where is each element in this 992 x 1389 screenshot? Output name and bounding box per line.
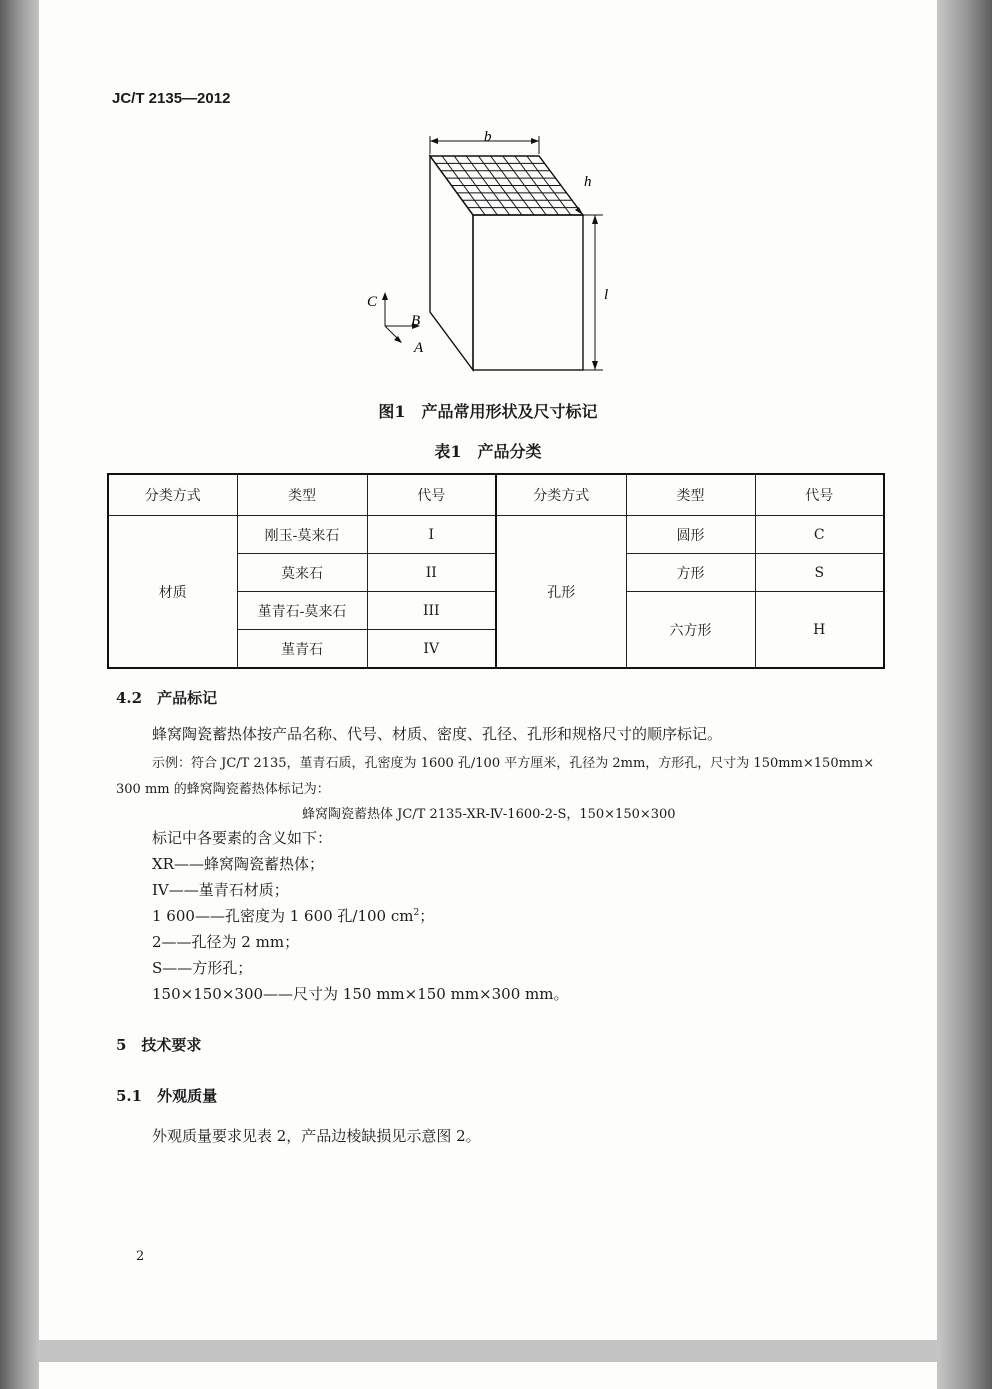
table-cell: II — [367, 554, 496, 592]
table-header: 类型 — [626, 474, 755, 516]
table-header: 类型 — [237, 474, 367, 516]
table-cell: III — [367, 592, 496, 630]
meaning-title: 标记中各要素的含义如下： — [152, 829, 333, 847]
table-cell: IV — [367, 630, 496, 669]
table-cell: I — [367, 516, 496, 554]
dimension-l — [583, 215, 603, 370]
table-cell: 堇青石 — [237, 630, 367, 669]
label-h: h — [584, 174, 592, 190]
table-caption: 表1 产品分类 — [434, 442, 542, 461]
label-l: l — [604, 287, 609, 303]
marking-intro: 蜂窝陶瓷蓄热体按产品名称、代号、材质、密度、孔径、孔形和规格尺寸的顺序标记。 — [152, 725, 723, 743]
meaning-size: 150×150×300——尺寸为 150 mm×150 mm×300 mm。 — [152, 985, 569, 1003]
page-number: 2 — [136, 1249, 145, 1264]
table-cell: C — [755, 516, 884, 554]
appearance-text: 外观质量要求见表 2，产品边棱缺损见示意图 2。 — [152, 1127, 481, 1145]
table-row — [108, 516, 884, 554]
section-4-2-heading: 4.2 产品标记 — [116, 689, 218, 707]
label-c: C — [367, 294, 378, 310]
meaning-iv: IV——堇青石材质； — [152, 881, 289, 899]
next-page-edge — [39, 1362, 937, 1389]
table-header: 分类方式 — [496, 474, 626, 516]
table-cell: 莫来石 — [237, 554, 367, 592]
classification-table — [107, 473, 885, 669]
section-5-heading: 5 技术要求 — [116, 1036, 202, 1054]
meaning-diameter: 2——孔径为 2 mm； — [152, 933, 300, 951]
table-cell: 六方形 — [626, 592, 755, 669]
honeycomb-grid — [435, 156, 577, 215]
meaning-density-text: 1 600——孔密度为 1 600 孔/100 cm — [152, 907, 414, 925]
block-front-face — [473, 215, 583, 370]
label-a: A — [414, 340, 424, 356]
table-cell: 圆形 — [626, 516, 755, 554]
meaning-density-end: ； — [419, 907, 435, 925]
meaning-square: S——方形孔； — [152, 959, 253, 977]
table-header: 代号 — [367, 474, 496, 516]
honeycomb-block-figure — [359, 120, 659, 382]
block-side-face — [430, 156, 473, 370]
meaning-xr: XR——蜂窝陶瓷蓄热体； — [152, 855, 324, 873]
table-cell: S — [755, 554, 884, 592]
meaning-density — [152, 905, 434, 926]
label-bb: B — [411, 313, 421, 329]
section-5-1-heading: 5.1 外观质量 — [116, 1087, 218, 1105]
table-cell: 方形 — [626, 554, 755, 592]
figure-caption: 图1 产品常用形状及尺寸标记 — [378, 402, 598, 421]
material-group-cell: 材质 — [108, 516, 237, 669]
table-cell: 刚玉-莫来石 — [237, 516, 367, 554]
hole-shape-group-cell: 孔形 — [496, 516, 626, 669]
example-line-2: 300 mm 的蜂窝陶瓷蓄热体标记为： — [116, 782, 330, 797]
table-cell: 堇青石-莫来石 — [237, 592, 367, 630]
table-header-row — [108, 474, 884, 516]
document-page — [39, 0, 937, 1340]
table-cell: H — [755, 592, 884, 669]
superscript-2: 2 — [413, 908, 420, 918]
example-line-1: 示例：符合 JC/T 2135，堇青石质，孔密度为 1600 孔/100 平方厘米，孔径为 2mm，方形孔，尺寸为 150mm×150mm× — [152, 756, 875, 771]
table-header: 代号 — [755, 474, 884, 516]
example-mark: 蜂窝陶瓷蓄热体 JC/T 2135-XR-Ⅳ-1600-2-S，150×150×300 — [302, 807, 676, 822]
table-header: 分类方式 — [108, 474, 237, 516]
label-b: b — [484, 129, 492, 145]
doc-code-header: JC/T 2135—2012 — [112, 90, 231, 107]
